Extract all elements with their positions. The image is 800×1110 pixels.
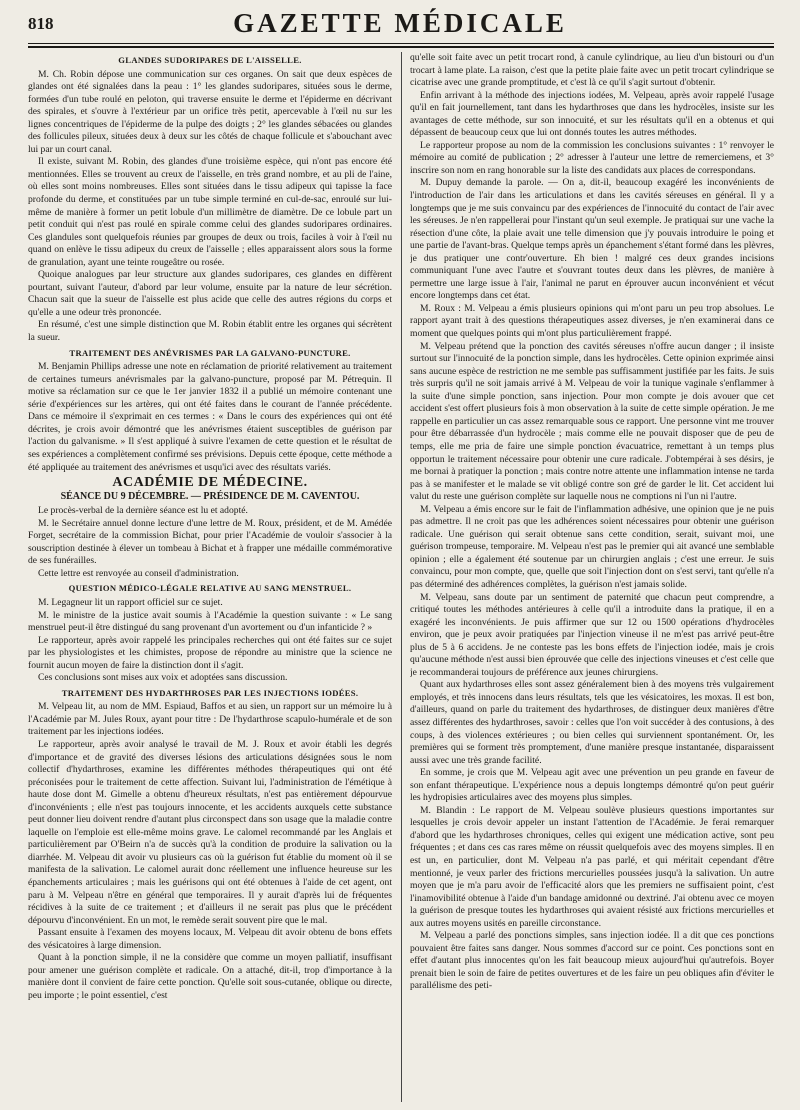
right-column bbox=[410, 52, 774, 1102]
paragraph: En somme, je crois que M. Velpeau agit avec une prévention un peu grande en faveur de son enfant thérapeutique. L'expérience nous a depuis longtemps démontré qu'on peut guérir les hydropisies articulaires avec des moyens plus simples. bbox=[410, 767, 774, 804]
paragraph: M. Benjamin Phillips adresse une note en réclamation de priorité relativement au traitement de certaines tumeurs anévrismales par la galvano-puncture, proposé par M. Pétrequin. Il motive sa réclamation sur ce que le 1er janvier 1832 il a publié un mémoire contenant une série d'expériences sur les artères, qui ont été faites dans le courant de l'année précédente. Dans ce mémoire il s'exprimait en ces termes : « Dans le cours des expériences qui ont été décrites, je crois avoir démontré que les anévrismes étaient susceptibles de guérison par l'action du galvanisme. » Il s'est appliqué à suivre l'examen de cette question et le résultat de ses expériences a complètement confirmé ses prévisions. Depuis cette époque, cette méthode a été appliquée au traitement des anévrismes et usqu'ici avec des résultats variés. bbox=[28, 361, 392, 473]
paragraph: M. Velpeau a parlé des ponctions simples, sans injection iodée. Il a dit que ces ponctions pouvaient être faites sans danger. Nous sommes d'accord sur ce point. Ces ponctions sont en effet d'autant plus innocentes qu'on les fait beaucoup mieux aujourd'hui qu'autrefois. Boyer prenait bien le soin de faire de petites ouvertures et de les faire un peu obliques afin d'éviter le parallélisme des peti- bbox=[410, 930, 774, 992]
session-heading: SÉANCE DU 9 DÉCEMBRE. — PRÉSIDENCE DE M. CAVENTOU. bbox=[60, 490, 360, 502]
paragraph: M. le Secrétaire annuel donne lecture d'une lettre de M. Roux, président, et de M. Amédée Forget, secrétaire de la commission Bichat, pour prier l'Académie de vouloir s'associer à la souscription destinée à élever un tombeau à Bichat et à frapper une médaille commémorative de ses funérailles. bbox=[28, 517, 392, 567]
paragraph: M. Blandin : Le rapport de M. Velpeau soulève plusieurs questions importantes sur lesquelles je crois devoir appeler un instant l'attention de l'Académie. Je ferai remarquer d'abord que les hydarthroses chroniques, celles qui exigent une médication active, sont peu fréquentes ; et dans ces cas rares même on réussit quelquefois avec des moyens simples. Il en est un, en particulier, dont M. Velpeau n'a pas parlé, et qui méritait cependant d'être mentionné, je veux parler des frictions mercurielles poussées jusqu'à la salivation. Un autre moyen que je m'a paru avoir de l'efficacité alors que les premiers ne suffisaient point, c'est l'inamovibilité obtenue à l'aide d'un bandage amidonné ou dextriné. J'ai obtenu avec ce moyen la guérison de presque toutes les hydarthroses qui avaient résisté aux frictions mercurielles et aux autres moyens usités en pareille circonstance. bbox=[410, 804, 774, 929]
paragraph: M. Velpeau prétend que la ponction des cavités séreuses n'offre aucun danger ; il insiste surtout sur l'innocuité de la ponction simple, dans les hydrocèles. Cette opinion exprimée ainsi sans aucune espèce de restriction ne me semble pas suffisamment justifiée par les faits. Je suis très surpris qu'il ne soit jamais arrivé à M. Velpeau de voir la tunique vaginale s'enflammer à la suite d'une simple ponction, sans injection. Pour mon compte je dois avouer que cet accident s'est offert plusieurs fois à mon observation à la suite de cette simple opération. Je me rappelle en particulier un cas assez remarquable sous ce rapport. Une personne vint me trouver pour être débarrassée d'un hydrocèle ; mais comme elle ne pouvait disposer que de peu de temps, elle me pria de faire une simple ponction évacuatrice, remettant à un temps plus opportun le traitement nécessaire pour obtenir une cure radicale. J'obtempérai à ses désirs, je me bornai à pratiquer la ponction ; mais contre notre attente une inflammation intense ne tarda pas à se manifester et le malade se vit obligé contre son gré de garder le lit. Cet accident lui valut du reste une guérison complète sur laquelle nous ne comptions ni l'un ni l'autre. bbox=[410, 340, 774, 503]
paragraph: M. Roux : M. Velpeau a émis plusieurs opinions qui m'ont paru un peu trop absolues. Le rapport ayant trait à des questions thérapeutiques assez diverses, je n'en examinerai dans ce moment que quelques points qui m'ont plus particulièrement frappé. bbox=[410, 302, 774, 340]
paragraph: M. Dupuy demande la parole. — On a, dit-il, beaucoup exagéré les inconvénients de l'introduction de l'air dans les articulations et dans les cavités séreuses en général. Il y a longtemps que je me suis convaincu par des expériences de l'innocuité du contact de l'air avec les séreuses. Je n'en rappellerai pour l'instant qu'un seul exemple. Je pratiquai sur une vache la résection d'une côte, la plaie avait une telle dimension que j'y pouvais introduire le poing et une partie de l'avant-bras. Quelque temps après un épanchement s'étant formé dans les plèvres, je dus pratiquer une contr'ouverture. Eh bien ! malgré ces deux grandes incisions communiquant l'une avec l'autre et s'ouvrant toutes deux dans les plèvres, de manière à permettre une large issue à l'air, l'animal ne parut en éprouver aucun inconvénient et vécut encore longtemps dans cet état. bbox=[410, 177, 774, 302]
paragraph: M. Velpeau lit, au nom de MM. Espiaud, Baffos et au sien, un rapport sur un mémoire lu à l'Académie par M. Jules Roux, ayant pour titre : De l'hydarthrose scapulo-humérale et de son traitement par les injections iodées. bbox=[28, 701, 392, 738]
paragraph: Quant à la ponction simple, il ne la considère que comme un moyen palliatif, insuffisant pour amener une guérison complète et radicale. On a attaché, dit-il, trop d'importance à la manière dont il convient de faire cette ponction. Qu'elle soit sous-cutanée, oblique ou directe, peu importe ; le point essentiel, c'est bbox=[28, 952, 392, 1001]
paragraph: Passant ensuite à l'examen des moyens locaux, M. Velpeau dit avoir obtenu de bons effets des vésicatoires à large dimension. bbox=[28, 927, 392, 951]
journal-title: GAZETTE MÉDICALE bbox=[233, 8, 567, 38]
paragraph: M. Ch. Robin dépose une communication sur ces organes. On sait que deux espèces de glandes ont été signalées dans la peau : 1° les glandes sudoripares, situées sous le derme, formées d'un tube roulé en peloton, qui traverse ensuite le derme et l'épiderme en décrivant des spirales, et s'ouvre à l'extérieur par un orifice très petit, apercevable à l'œil nu sur les lignes concentriques de l'épiderme de la pulpe des doigts ; 2° les glandes sébacées ou glandes des follicules pileux, situées deux à deux sur les côtés de chaque follicule et s'abouchant avec lui par un court canal. bbox=[28, 68, 392, 155]
paragraph: Le rapporteur, après avoir rappelé les principales recherches qui ont été faites sur ce sujet par les physiologistes et les chimistes, propose de répondre au ministre que la science ne fournit aucun moyen de faire la distinction dont il s'agit. bbox=[28, 634, 392, 671]
paragraph: M. Velpeau a émis encore sur le fait de l'inflammation adhésive, une opinion que je ne puis pas admettre. Il ne croit pas que les adhérences soient nécessaires pour obtenir une guérison radicale. Une guérison qui serait obtenue sans cette condition, serait, suivant moi, une guérison trompeuse, temporaire. M. Velpeau n'est pas le premier qui ait avancé une semblable opinion ; elle a également été soutenue par un chirurgien anglais ; c'est une erreur. Je suis convaincu, pour mon compte, que, quelle que soit l'injection dont on s'est servi, tant qu'elle n'a pas déterminé des adhérences complètes, la guérison n'est jamais solide. bbox=[410, 503, 774, 590]
column-divider bbox=[401, 52, 402, 1102]
paragraph: Quant aux hydarthroses elles sont assez généralement bien à des moyens très vulgairement employés, et très innocens dans leurs résultats, tels que les vésicatoires, les moxas. Il est bon, d'ailleurs, quand on parle du traitement des hydarthroses, de distinguer deux manières d'être assez différentes des hydarthroses, savoir : celles que l'on voit succéder à des contusions, à des coups, à des violences extérieures ; ou bien celles qui surviennent spontanément. Or, les premières qui se forment très promptement, d'une manière presque instantanée, disparaissent aussi avec une très grande facilité. bbox=[410, 679, 774, 766]
page-number: 818 bbox=[28, 14, 54, 33]
paragraph: Il existe, suivant M. Robin, des glandes d'une troisième espèce, qui n'ont pas encore été mentionnées. Elles se trouvent au creux de l'aisselle, en très grand nombre, et au pli de l'aine, où elles sont moins nombreuses. Elles sont situées dans le tissu adipeux qui tapisse la face profonde du derme, et constituées par un tube simple terminé en cul-de-sac, enroulé sur lui-même de manière à former un petit lobule d'un millimètre de diamètre. De ce lobule part un petit conduit qui n'est pas roulé en spirale comme celui des glandes sudoripares ordinaires. Ces glandules sont quelquefois réunies par groupes de deux ou trois, faciles à voir à l'œil nu quand on enlève le tissu adipeux du creux de l'aisselle ; elles apparaissent alors sous la forme de granulation, ayant une teinte rougeâtre ou rosée. bbox=[28, 156, 392, 268]
paragraph: Le procès-verbal de la dernière séance est lu et adopté. bbox=[38, 505, 248, 517]
section-heading: TRAITEMENT DES HYDARTHROSES PAR LES INJECTIONS IODÉES. bbox=[61, 687, 359, 698]
paragraph: M. Legagneur lit un rapport officiel sur ce sujet. bbox=[38, 596, 223, 608]
paragraph: Le rapporteur, après avoir analysé le travail de M. J. Roux et avoir établi les degrés d'importance et de gravité des diverses lésions des articulations désignées sous le nom collectif d'hydarthroses, examine les différentes méthodes thérapeutiques qui ont été préconisées pour le traitement de cette affection. Suivant lui, l'administration de l'émétique à haute dose dont M. Gimelle a obtenu d'heureux résultats, n'est pas entièrement dépourvue d'inconvénients ; elle n'est pas toujours innocente, et les accidents auxquels cette substance peut donner lieu doivent rendre d'autant plus circonspect dans son usage que la maladie contre laquelle on l'emploie est elle-même moins grave. Le calomel recommandé par les Anglais et particulièrement par O'Beirn n'a de succès qu'à la condition de produire la salivation ou la diarrhée. M. Velpeau dit avoir vu plusieurs cas où la guérison fut établie du moment où il se manifesta de la salivation. Le calomel aurait donc réellement une influence heureuse sur les épanchements articulaires ; mais les guérisons qui ont été obtenues à l'aide de cet agent, ont paru à M. Velpeau n'être en général que temporaires. Il y aurait d'après lui de fréquentes récidives à la suite de ce traitement ; et d'ailleurs il ne serait pas plus que le précédent dépourvu d'inconvénient. En un mot, le remède serait souvent pire que le mal. bbox=[28, 738, 392, 926]
paragraph: Cette lettre est renvoyée au conseil d'administration. bbox=[38, 567, 239, 579]
section-heading: QUESTION MÉDICO-LÉGALE RELATIVE AU SANG MENSTRUEL. bbox=[68, 583, 352, 594]
paragraph: Ces conclusions sont mises aux voix et adoptées sans discussion. bbox=[38, 672, 288, 684]
academy-heading: ACADÉMIE DE MÉDECINE. bbox=[112, 475, 308, 491]
header-rule-thick bbox=[28, 46, 774, 48]
section-heading: GLANDES SUDORIPARES DE L'AISSELLE. bbox=[118, 55, 302, 65]
paragraph: M. le ministre de la justice avait soumis à l'Académie la question suivante : « Le sang menstruel peut-il être distingué du sang provenant d'un avortement ou d'un infanticide ? » bbox=[28, 609, 392, 634]
paragraph-continued: qu'elle soit faite avec un petit trocart rond, à canule cylindrique, au lieu d'un bistouri ou d'un trocart à lame plate. La raison, c'est que la petite plaie faite avec un petit trocart cylindrique se cicatrise avec une grande promptitude, et c'est là ce qu'il s'agit surtout d'obtenir. bbox=[410, 52, 774, 89]
section-heading: TRAITEMENT DES ANÉVRISMES PAR LA GALVANO-PUNCTURE. bbox=[69, 347, 351, 358]
paragraph: Quoique analogues par leur structure aux glandes sudoripares, ces glandes en diffèrent pourtant, suivant l'auteur, d'abord par leur volume, ensuite par la nature de leur sécrétion. Chacun sait que la sueur de l'aisselle est plus acide que celle des autres régions du corps et qu'elle a une odeur très prononcée. bbox=[28, 269, 392, 318]
paragraph: Enfin arrivant à la méthode des injections iodées, M. Velpeau, après avoir rappelé l'usage qu'il en fait journellement, tant dans les hydarthroses que dans les hydrocèles, insiste sur les avantages de cette méthode, sur son innocuité, et sur les résultats qu'il en a obtenus et qui dépassent de beaucoup ceux que lui ont donnés toutes les autres méthodes. bbox=[410, 89, 774, 139]
header-rule bbox=[28, 43, 774, 44]
page-header bbox=[0, 0, 800, 54]
left-column bbox=[28, 52, 392, 1102]
paragraph: Le rapporteur propose au nom de la commission les conclusions suivantes : 1° renvoyer le mémoire au comité de publication ; 2° adresser à l'auteur une lettre de remerciemens, et 3° inscrire son nom en rang honorable sur la liste des candidats aux places de correspondans. bbox=[410, 139, 774, 176]
paragraph: En résumé, c'est une simple distinction que M. Robin établit entre les organes qui sécrètent la sueur. bbox=[28, 319, 392, 344]
paragraph: M. Velpeau, sans doute par un sentiment de paternité que chacun peut comprendre, a critiqué toutes les méthodes antérieures à celle qu'il a introduite dans la pratique, il en a exagéré les inconvénients. Je puis affirmer que sur 12 ou 1500 opérations d'hydrocèles environ, que je peux avoir pratiquées par l'injection vineuse il ne m'est pas arrivé peut-être plus de 5 à 6 accidens. Je ne conteste pas les bons effets de l'injection iodée, mais je crois qu'aucune méthode n'est aussi bien éprouvée que celle des injections vineuses et c'est celle que je recommanderai toujours de préférence aux jeunes chirurgiens. bbox=[410, 591, 774, 678]
